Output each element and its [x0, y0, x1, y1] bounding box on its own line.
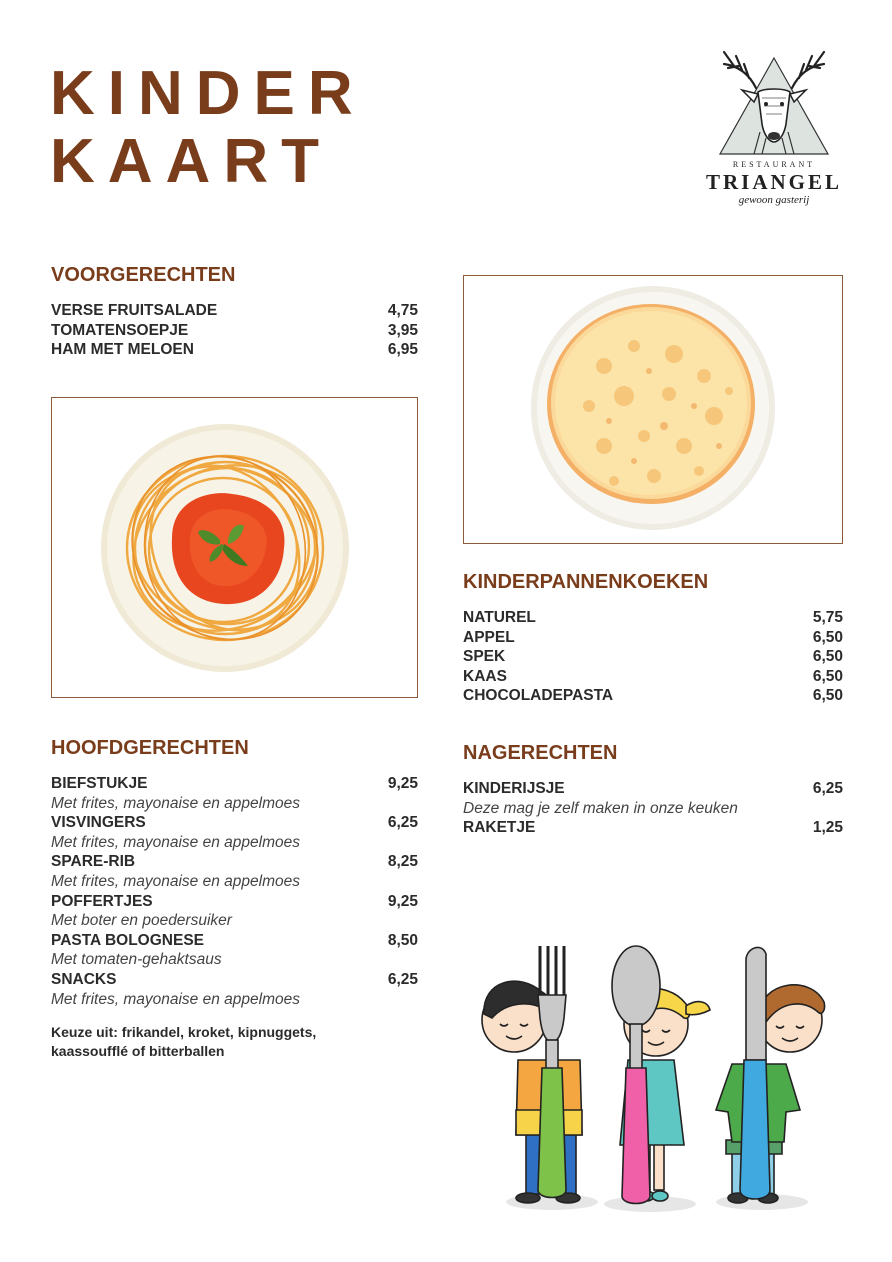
menu-item	[463, 686, 843, 706]
item-price: 8,25	[387, 853, 418, 871]
section-nagerechten	[463, 742, 843, 838]
item-name: CHOCOLADEPASTA	[463, 687, 614, 705]
item-name: POFFERTJES	[51, 892, 153, 910]
section-title: KINDERPANNENKOEKEN	[463, 571, 709, 593]
menu-item	[51, 301, 418, 321]
menu-item	[463, 628, 843, 648]
item-price: 6,95	[387, 341, 418, 359]
item-description: Met boter en poedersuiker	[51, 912, 232, 930]
item-description: Met frites, mayonaise en appelmoes	[51, 872, 300, 890]
item-name: BIEFSTUKJE	[51, 775, 148, 792]
section-title: HOOFDGERECHTEN	[51, 737, 249, 759]
item-name: PASTA BOLOGNESE	[51, 931, 205, 949]
item-name: SPEK	[463, 648, 506, 666]
spaghetti-image-frame	[51, 397, 418, 698]
item-price: 3,95	[387, 321, 418, 339]
menu-item	[51, 852, 418, 872]
item-price: 5,75	[812, 609, 843, 626]
snack-choice-note	[51, 1023, 418, 1061]
menu-item	[463, 608, 843, 628]
menu-item	[463, 647, 843, 667]
item-price: 6,25	[812, 780, 843, 797]
item-name: KAAS	[463, 667, 507, 685]
item-price: 9,25	[387, 775, 418, 792]
logo-small-text: RESTAURANT	[732, 160, 816, 169]
menu-item	[51, 774, 418, 794]
section-title: VOORGERECHTEN	[51, 264, 236, 286]
note-line-2: kaassoufflé of bitterballen	[51, 1043, 225, 1060]
item-name: HAM MET MELOEN	[51, 341, 194, 359]
section-voorgerechten	[51, 264, 418, 360]
title-line-1: KINDER	[50, 59, 366, 128]
section-title: NAGERECHTEN	[463, 742, 618, 764]
page-title	[50, 60, 366, 196]
menu-item	[51, 970, 418, 990]
item-name: RAKETJE	[463, 819, 536, 837]
logo-tagline: gewoon gasterij	[738, 194, 810, 206]
item-name: SNACKS	[51, 970, 117, 988]
spaghetti-plate-icon	[52, 398, 416, 696]
pancake-plate-icon	[464, 276, 841, 542]
item-price: 4,75	[387, 302, 418, 319]
item-price: 6,25	[387, 970, 418, 988]
restaurant-logo	[694, 36, 854, 211]
item-price: 6,25	[387, 814, 418, 832]
item-name: TOMATENSOEPJE	[51, 321, 189, 339]
item-price: 8,50	[387, 931, 418, 949]
deer-logo-icon	[694, 36, 854, 161]
menu-item	[51, 340, 418, 360]
item-name: KINDERIJSJE	[463, 780, 565, 797]
item-description: Deze mag je zelf maken in onze keuken	[463, 799, 738, 817]
item-price: 6,50	[812, 667, 843, 685]
item-name: APPEL	[463, 628, 515, 646]
item-price: 9,25	[387, 892, 418, 910]
item-description: Met frites, mayonaise en appelmoes	[51, 794, 300, 812]
item-description: Met frites, mayonaise en appelmoes	[51, 833, 300, 851]
item-price: 6,50	[812, 687, 843, 705]
item-price: 1,25	[812, 819, 843, 837]
section-hoofdgerechten	[51, 737, 418, 1061]
item-name: VERSE FRUITSALADE	[51, 302, 218, 319]
title-line-2: KAART	[50, 127, 332, 196]
menu-item	[51, 813, 418, 833]
kids-illustration	[470, 940, 850, 1220]
item-name: VISVINGERS	[51, 814, 146, 832]
kids-with-cutlery-icon	[470, 940, 850, 1220]
item-price: 6,50	[812, 628, 843, 646]
menu-item	[51, 321, 418, 341]
item-name: NATUREL	[463, 609, 536, 626]
pancake-image-frame	[463, 275, 843, 544]
item-description: Met frites, mayonaise en appelmoes	[51, 990, 300, 1008]
item-name: SPARE-RIB	[51, 853, 136, 871]
menu-item	[51, 931, 418, 951]
logo-name: TRIANGEL	[705, 170, 843, 194]
item-price: 6,50	[812, 648, 843, 666]
menu-item	[463, 779, 843, 799]
section-kinderpannenkoeken	[463, 571, 843, 706]
menu-item	[51, 892, 418, 912]
menu-item	[463, 667, 843, 687]
note-line-1: Keuze uit: frikandel, kroket, kipnuggets,	[51, 1024, 317, 1041]
menu-item	[463, 818, 843, 838]
item-description: Met tomaten-gehaktsaus	[51, 951, 222, 969]
